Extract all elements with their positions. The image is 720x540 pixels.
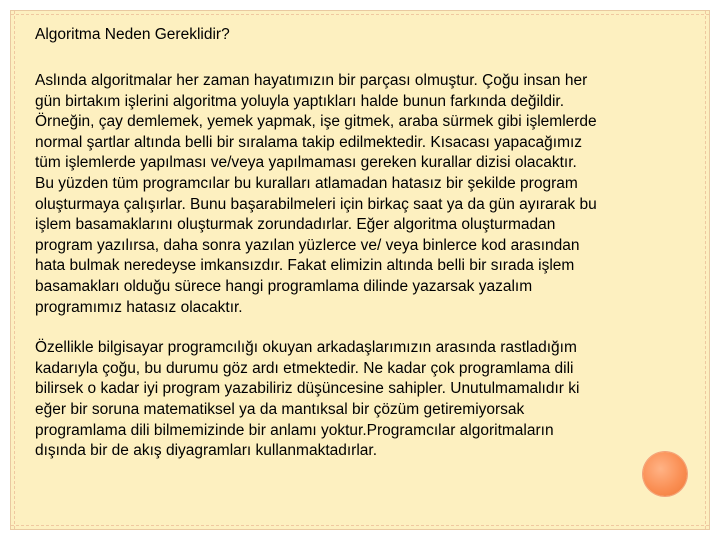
paragraph-line: basamakları olduğu sürece hangi programlama dilinde yazarsak yazalım [35,277,533,295]
paragraph-line: dışında bir de akış diyagramları kullanmaktadırlar. [35,442,378,460]
paragraph-line: tüm işlemlerde yapılması ve/veya yapılmaması gereken kurallar dizisi olacaktır. [35,154,577,172]
paragraph-line: kadarıyla çoğu, bu durumu göz ardı etmektedir. Ne kadar çok programlama dili [35,359,574,377]
decorative-orange-circle [643,452,687,496]
paragraph-line: işlem basamaklarını oluşturmak zorundadırlar. Eğer algoritma oluşturmadan [35,216,556,234]
paragraph-line: normal şartlar altında belli bir sıralama takip edilmektedir. Kısacası yapacağımız [35,133,583,151]
paragraph-line: Aslında algoritmalar her zaman hayatımızın bir parçası olmuştur. Çoğu insan her [35,72,588,89]
paragraph-line: Örneğin, çay demlemek, yemek yapmak, işe gitmek, araba sürmek gibi işlemlerde [35,113,597,131]
paragraph-line: hata bulmak neredeyse imkansızdır. Fakat elimizin altında belli bir sırada işlem [35,257,575,275]
paragraph-1 [35,71,711,318]
paragraph-line: gün birtakım işlerini algoritma yoluyla yaptıkları halde bunun farkında değildir. [35,92,565,110]
paragraph-line: programlama dili bilmemizinde bir anlamı yoktur.Programcılar algoritmaların [35,421,554,439]
paragraph-line: Bu yüzden tüm programcılar bu kuralları atlamadan hatasız bir şekilde program [35,174,578,192]
paragraph-2 [35,338,711,462]
paragraph-line: oluşturmaya çalışırlar. Bunu başarabilmeleri için birkaç saat ya da gün ayırarak bu [35,195,597,213]
paragraph-line: bilirsek o kadar iyi program yazabiliriz düşüncesine sahipler. Unutulmamalıdır ki [35,380,580,398]
dashed-border-bottom [11,525,709,526]
paragraph-line: program yazılırsa, daha sonra yazılan yüzlerce ve/ veya binlerce kod arasından [35,236,580,254]
paragraph-line: eğer bir soruna matematiksel ya da mantıksal bir çözüm getiremiyorsak [35,400,525,418]
slide-frame [10,10,710,530]
slide-title: Algoritma Neden Gereklidir? [35,26,230,43]
paragraph-line: Özellikle bilgisayar programcılığı okuyan arkadaşlarımızın arasında rastladığım [35,339,577,357]
paragraph-line: programımız hatasız olacaktır. [35,298,243,316]
dashed-border-top [11,14,709,15]
dashed-border-left [14,11,15,529]
slide-content [35,25,711,462]
